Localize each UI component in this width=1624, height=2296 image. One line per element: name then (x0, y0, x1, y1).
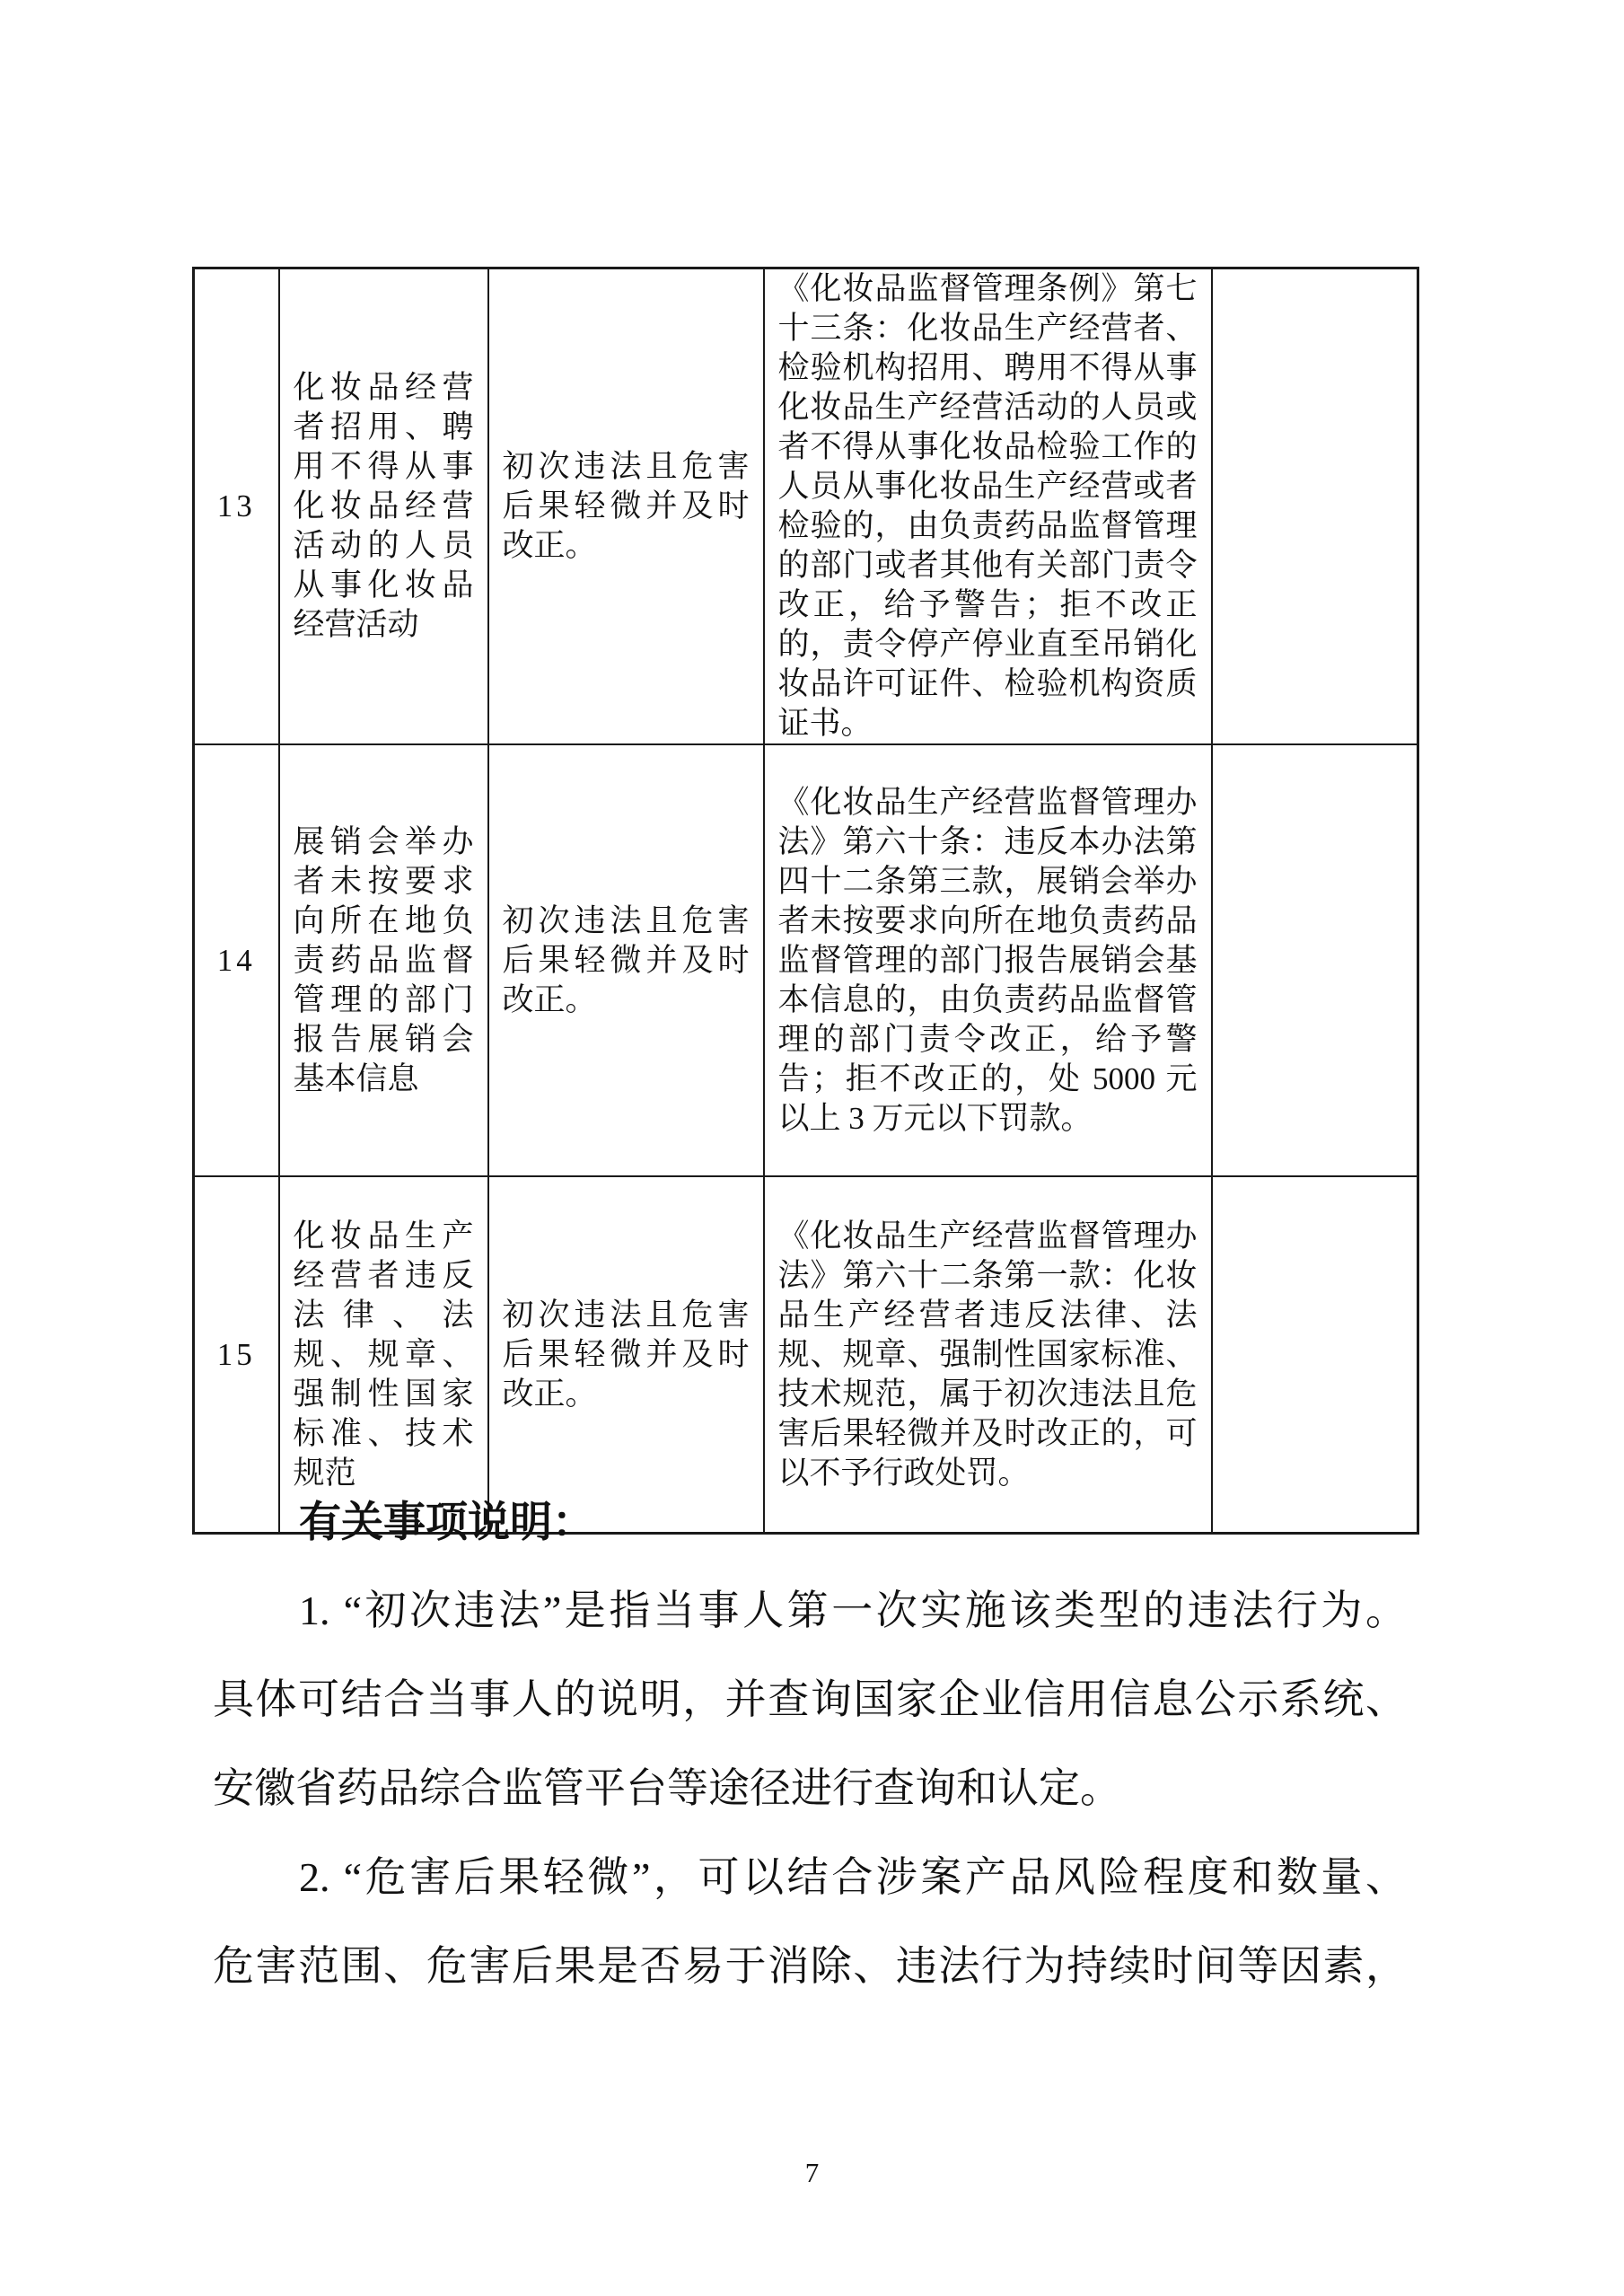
cell-condition: 初次违法且危害后果轻微并及时改正。 (488, 268, 764, 745)
cell-legal-basis: 《化妆品生产经营监督管理办法》第六十条：违反本办法第四十二条第三款，展销会举办者未按要求向所在地负责药品监督管理的部门报告展销会基本信息的，由负责药品监督管理的部门责令改正，给予警告；拒不改正的，处 5000 元以上 3 万元以下罚款。 (764, 744, 1212, 1176)
note-paragraph-1-line-2: 具体可结合当事人的说明，并查询国家企业信用信息公示系统、 (213, 1676, 1407, 1722)
note-paragraph-1-line-3: 安徽省药品综合监管平台等途径进行查询和认定。 (213, 1765, 1121, 1811)
cell-row-number: 14 (194, 744, 279, 1176)
cell-legal-basis: 《化妆品生产经营监督管理办法》第六十二条第一款：化妆品生产经营者违反法律、法规、规章、强制性国家标准、技术规范，属于初次违法且危害后果轻微并及时改正的，可以不予行政处罚。 (764, 1176, 1212, 1534)
note-paragraph-2-line-1: 2. “危害后果轻微”，可以结合涉案产品风险程度和数量、 (299, 1854, 1407, 1900)
note-paragraph-2-line-2: 危害范围、危害后果是否易于消除、违法行为持续时间等因素， (213, 1943, 1407, 1989)
cell-violation: 化妆品经营者招用、聘用不得从事化妆品经营活动的人员从事化妆品经营活动 (279, 268, 488, 745)
page-number: 7 (804, 2157, 820, 2188)
cell-violation: 化妆品生产经营者违反法律、法规、规章、强制性国家标准、技术规范 (279, 1176, 488, 1534)
cell-row-number: 15 (194, 1176, 279, 1534)
table-row (194, 268, 1418, 745)
cell-row-number: 13 (194, 268, 279, 745)
cell-violation: 展销会举办者未按要求向所在地负责药品监督管理的部门报告展销会基本信息 (279, 744, 488, 1176)
cell-legal-basis: 《化妆品监督管理条例》第七十三条：化妆品生产经营者、检验机构招用、聘用不得从事化妆品生产经营活动的人员或者不得从事化妆品检验工作的人员从事化妆品生产经营或者检验的，由负责药品监督管理的部门或者其他有关部门责令改正，给予警告；拒不改正的，责令停产停业直至吊销化妆品许可证件、检验机构资质证书。 (764, 268, 1212, 745)
note-paragraph-1-line-1: 1. “初次违法”是指当事人第一次实施该类型的违法行为。 (299, 1588, 1407, 1633)
table-row (194, 744, 1418, 1176)
notes-section (213, 1477, 1407, 2010)
violation-table (192, 267, 1419, 1535)
cell-condition: 初次违法且危害后果轻微并及时改正。 (488, 1176, 764, 1534)
cell-condition: 初次违法且危害后果轻微并及时改正。 (488, 744, 764, 1176)
cell-remark (1212, 744, 1418, 1176)
notes-heading: 有关事项说明： (299, 1498, 594, 1545)
cell-remark (1212, 268, 1418, 745)
